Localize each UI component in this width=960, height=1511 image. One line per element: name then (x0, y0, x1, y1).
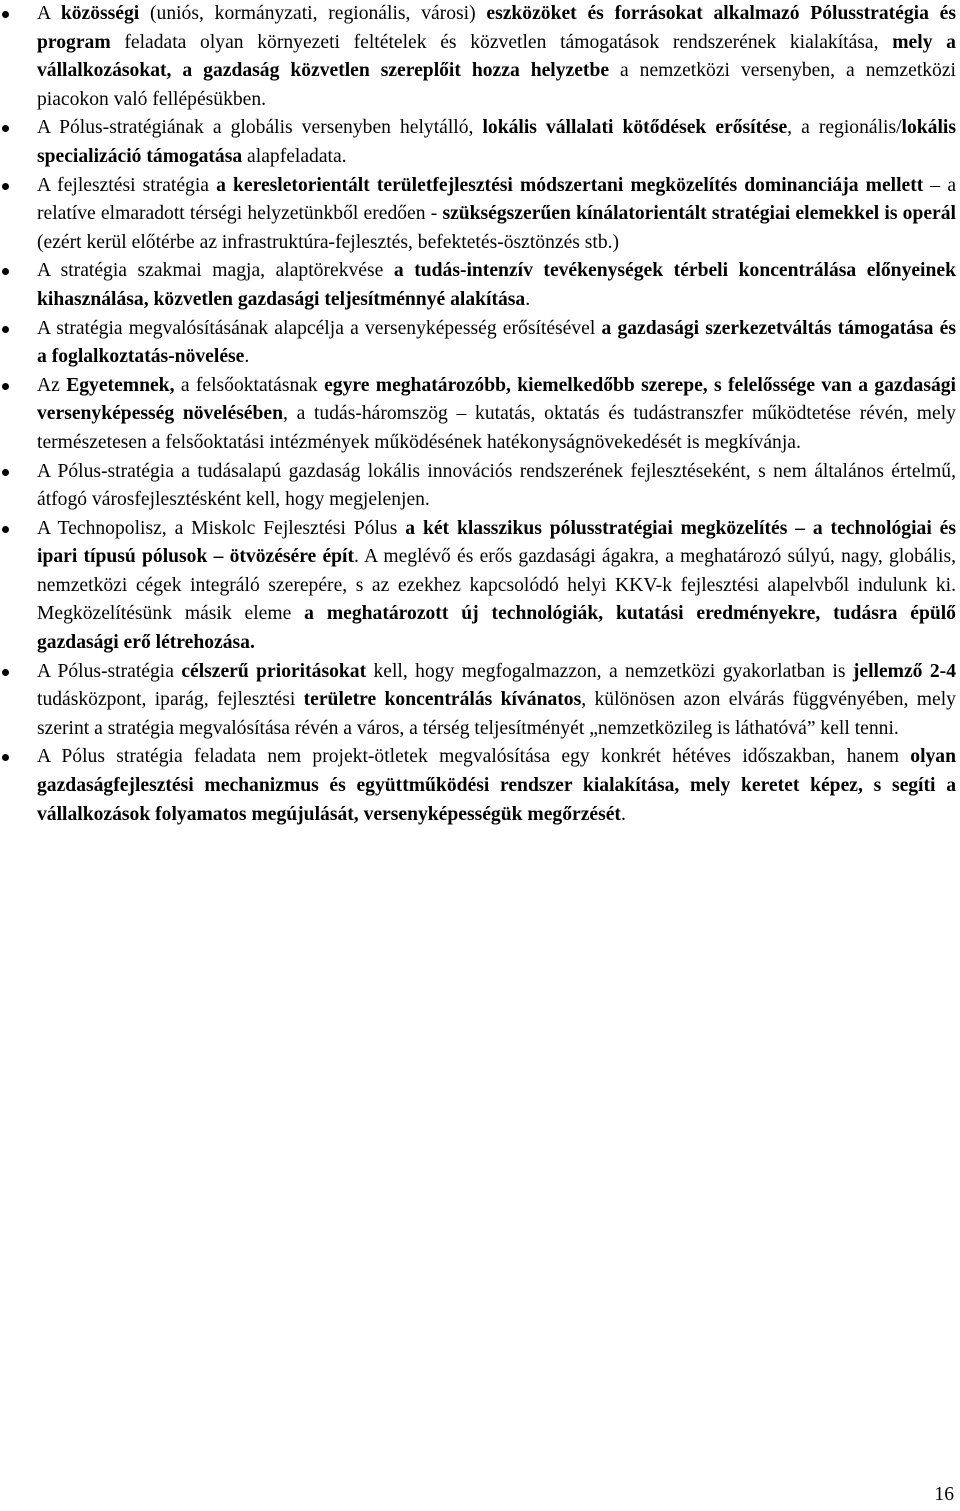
list-item (0, 114, 960, 171)
list-item (0, 743, 960, 829)
text-run: tudásközpont, iparág, fejlesztési (37, 689, 304, 711)
bold-text-run: a keresletorientált területfejlesztési módszertani megközelítés dominanciája mellett (216, 174, 924, 196)
text-run: (uniós, kormányzati, regionális, városi) (139, 3, 487, 24)
bold-text-run: lokális specializáció támogatása (37, 117, 956, 167)
text-run: , a regionális/ (787, 117, 902, 139)
list-item (0, 515, 960, 658)
list-item-text (37, 260, 956, 310)
text-run: (ezért kerül előtérbe az infrastruktúra-fejlesztés, befektetés-ösztönzés stb.) (37, 231, 620, 253)
text-run: . (525, 288, 531, 310)
text-run: A Technopolisz, a Miskolc Fejlesztési Pólus (37, 517, 406, 539)
bullet-dot-icon (2, 526, 9, 533)
list-item (0, 372, 960, 458)
list-item (0, 257, 960, 314)
bullet-dot-icon (2, 326, 9, 333)
list-item-text (37, 461, 956, 511)
bold-text-run: szükségszerűen kínálatorientált stratégiai elemekkel is operál (442, 203, 956, 225)
text-run: a nemzetközi versenyben, a nemzetközi piacokon való fellépésükben. (37, 60, 956, 110)
text-run: A fejlesztési stratégia (37, 174, 217, 196)
text-run: A Pólus-stratégia (37, 660, 182, 682)
list-item-text (37, 518, 956, 653)
bullet-dot-icon (2, 268, 9, 275)
list-item-text (37, 117, 956, 167)
text-run: Az (37, 374, 67, 396)
bold-text-run: Egyetemnek, (66, 374, 175, 396)
bold-text-run: eszközöket és forrásokat alkalmazó Pólusstratégia és program (37, 3, 956, 53)
text-run: – a relatíve elmaradott térségi helyzetünkből eredően - (37, 174, 957, 225)
text-run: . (620, 803, 626, 825)
text-run: A stratégia megvalósításának alapcélja a versenyképesség erősítésével (37, 317, 602, 339)
text-run: A stratégia szakmai magja, alaptörekvése (37, 260, 394, 282)
text-run: , a tudás-háromszög – kutatás, oktatás és tudástranszfer működtetése révén, mely természetesen a felsőoktatási intézmények működésének hatékonyságnövekedését is megkívánja. (37, 403, 956, 453)
bullet-dot-icon (2, 183, 9, 190)
text-run: A Pólus stratégia feladata nem projekt-ötletek megvalósítása egy konkrét hétéves időszakban, hanem (37, 746, 911, 768)
bold-text-run: területre koncentrálás kívánatos (303, 689, 582, 711)
bold-text-run: jellemző 2-4 (852, 660, 956, 682)
list-item (0, 172, 960, 258)
bold-text-run: a tudás-intenzív tevékenységek térbeli koncentrálása előnyeinek kihasználása, közvetlen gazdasági teljesítménnyé alakítása (37, 260, 956, 310)
text-run: kell, hogy megfogalmazzon, a nemzetközi gyakorlatban is (366, 660, 853, 682)
list-item (0, 0, 960, 114)
bullet-dot-icon (2, 383, 9, 390)
list-item-text (37, 375, 956, 453)
text-run: A Pólus-stratégia a tudásalapú gazdaság lokális innovációs rendszerének fejlesztéseként, s nem általános értelmű, átfogó városfejlesztésként kell, hogy megjelenjen. (37, 460, 956, 511)
text-run: , különösen azon elvárás függvényében, mely szerint a stratégia megvalósítása révén a város, a térség teljesítményét „nemzetközileg is láthatóvá” kell tenni. (37, 689, 956, 739)
bullet-dot-icon (2, 754, 9, 761)
bold-text-run: a meghatározott új technológiák, kutatási eredményekre, tudásra épülő gazdasági erő létrehozása. (37, 603, 956, 654)
bold-text-run: a két klasszikus pólusstratégiai megközelítés – a technológiai és ipari típusú pólusok – ötvözésére épít (37, 517, 956, 568)
text-run: alapfeladata. (242, 145, 347, 167)
list-item (0, 458, 960, 515)
bold-text-run: célszerű prioritásokat (181, 660, 367, 682)
bullet-dot-icon (2, 125, 9, 132)
bold-text-run: közösségi (60, 3, 140, 24)
list-item-text (37, 661, 956, 739)
bold-text-run: a gazdasági szerkezetváltás támogatása és a foglalkoztatás-növelése (37, 317, 956, 368)
text-run: feladata olyan környezeti feltételek és közvetlen támogatások rendszerének kialakítása, (110, 31, 893, 53)
text-run: . A meglévő és erős gazdasági ágakra, a meghatározó súlyú, nagy, globális, nemzetközi cégek integráló szerepére, s az ezekhez kapcsolódó helyi KKV-k fejlesztési alapelvből indulunk ki. Megközelítésünk másik eleme (37, 546, 956, 625)
bold-text-run: olyan gazdaságfejlesztési mechanizmus és együttműködési rendszer kialakítása, mely keretet képez, s segíti a vállalkozások folyamatos megújulását, versenyképességük megőrzését (37, 746, 956, 825)
bullet-dot-icon (2, 669, 9, 676)
list-item-text (37, 175, 956, 253)
text-run: a felsőoktatásnak (174, 374, 325, 396)
text-run: A Pólus-stratégiának a globális versenyben helytálló, (37, 117, 483, 139)
bold-text-run: mely a vállalkozásokat, a gazdaság közvetlen szereplőit hozza helyzetbe (37, 31, 956, 82)
text-run: . (244, 346, 250, 368)
bullet-dot-icon (2, 469, 9, 476)
bold-text-run: egyre meghatározóbb, kiemelkedőbb szerepe, s felelőssége van a gazdasági versenyképesség növelésében (37, 374, 956, 425)
list-item (0, 315, 960, 372)
bold-text-run: lokális vállalati kötődések erősítése (482, 117, 788, 139)
list-item-text (37, 746, 956, 824)
list-item-text (37, 3, 956, 110)
list-item-text (37, 318, 956, 368)
text-run: A (37, 3, 61, 24)
list-item (0, 658, 960, 744)
bullet-dot-icon (2, 11, 9, 18)
page-number: 16 (934, 1484, 954, 1505)
